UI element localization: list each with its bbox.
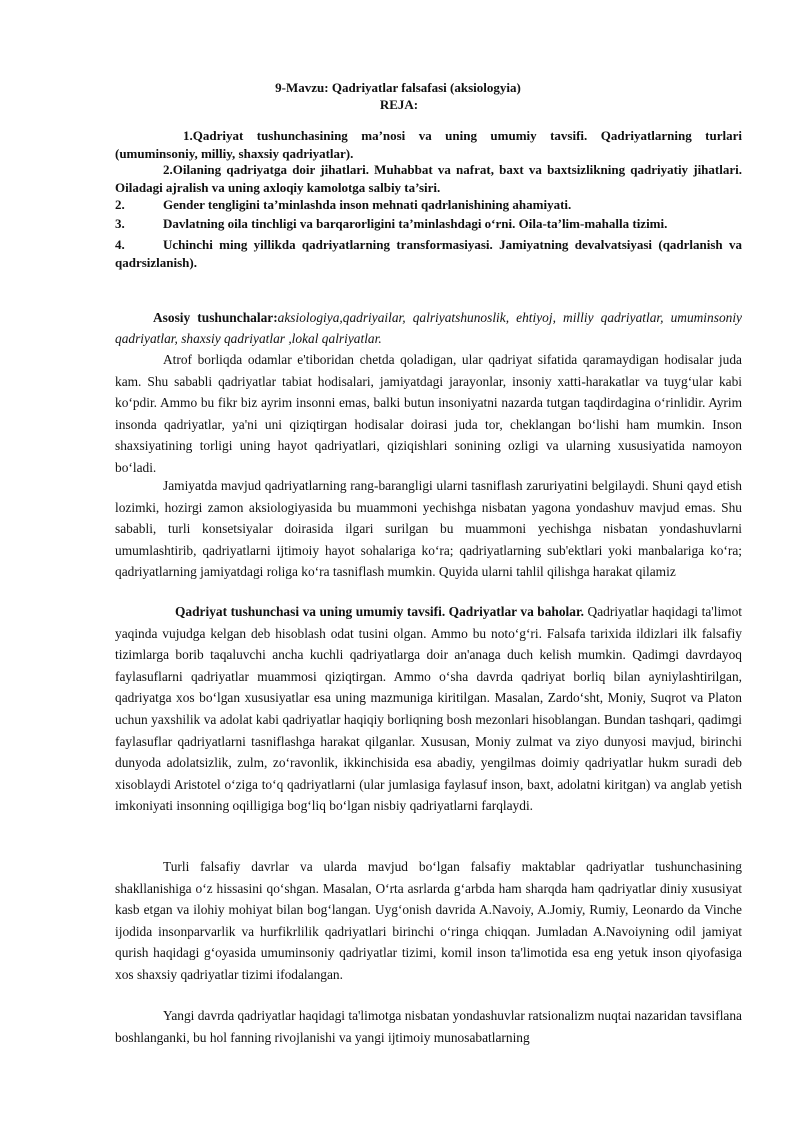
plan-item-3 [115,196,742,214]
paragraph-3-text: Qadriyatlar haqidagi ta'limot yaqinda vujudga kelgan deb hisoblash odat tusini olgan. Ammo bu noto‘g‘ri. Falsafa tarixida ildizlari ilk falsafiy tizimlarga borib taqaluvchi ancha kuchli qadriyatlarga doir an'anaga duch kelish mumkin. Qadimgi davrdayoq faylasuflarni qadriyatlar muammosi qiziqtirgan. Ammo o‘sha davrda qadriyat borliq bilan ayniylashtirilgan, qadriyatga xos bo‘lgan xususiyatlar esa uning mazmuniga kiritilgan. Masalan, Zardo‘sht, Moniy, Suqrot va Platon uchun yaxshilik va adolat kabi qadriyatlar haqiqiy borliqning bosh mezonlari hisoblangan. Bundan tashqari, qadimgi faylasuflar qadriyatlarni tasniflashga harakat qilganlar. Xususan, Moniy zulmat va ziyo dunyosi mavjud, birinchi dunyoda adolatsizlik, zulm, zo‘ravonlik, ikkinchisida esa abadiy, yengilmas doimiy qadriyatlar hukm suradi deb xisoblaydi Aristotel o‘ziga to‘q qadriyatlarni (ular jumlasiga faylasuf inson, baxt, adolatni kiritgan) va anglab yetish imkoniyati insonning oqilligiga bog‘liq bo‘lgan nisbiy qadriyatlarni farqlaydi. [115,604,742,814]
plan-heading: REJA: [379,97,419,112]
paragraph-2: Jamiyatda mavjud qadriyatlarning rang-barangligi ularni tasniflash zaruriyatini belgilaydi. Shuni qayd etish lozimki, hozirgi zamon aksiologiyasida bu muammoni yechishga nisbatan yagona yondashuv mavjud emas. Shu sababli, turli konsetsiyalar doirasida ilgari surilgan bu muammoni yechishga nisbatan yondashuvlarni umumlashtirib, qadriyatlarni ijtimoiy hayot sohalariga ko‘ra; qadriyatlarning sub'ektlari yoki manbalariga ko‘ra; qadriyatlarning jamiyatdagi roliga ko‘ra tasniflash mumkin. Quyida ularni tahlil qilishga harakat qilamiz [115,478,742,580]
key-concepts [115,307,742,349]
plan-item-4 [115,215,742,233]
plan-item-4-text: Davlatning oila tinchligi va barqarorligini ta’minlashdagi o‘rni. Oila-ta’lim-mahalla tizimi. [163,216,668,231]
paragraph-3 [115,601,742,817]
paragraph-1: Atrof borliqda odamlar e'tiboridan chetda qoladigan, ular qadriyat sifatida qaramaydigan hodisalar juda kam. Shu sababli qadriyatlar tabiat hodisalari, jamiyatdagi jarayonlar, insoniy xatti-harakatlar va tuyg‘ular kabi ko‘pdir. Ammo bu fikr biz ayrim insonni emas, balki butun insoniyatni nazarda tutgan taqdirdagina o‘rinlidir. Ayrim insonda qadriyatlar, ya'ni uni qiziqtirgan hodisalar doirasi juda tor, cheklangan bo‘lishi ham mumkin. Inson shaxsiyatining torligi uning hayot qadriyatlari, qiziqishlari sonining ozligi va ularning xususiyatida namoyon bo‘ladi. [115,352,742,475]
key-concepts-list: aksiologiya,qadriyailar, qalriyatshunoslik, ehtiyoj, milliy qadriyatlar, umuminsoniy qadriyatlar, shaxsiy qadriyatlar ,lokal qalriyatlar. [115,310,742,346]
paragraph-4: Turli falsafiy davrlar va ularda mavjud bo‘lgan falsafiy maktablar qadriyatlar tushunchasining shakllanishiga o‘z hissasini qo‘shgan. Masalan, O‘rta asrlarda g‘arbda ham sharqda ham qadriyatlar diniy xususiyat kasb etgan va ilohiy mohiyat bilan bog‘langan. Uyg‘onish davrida A.Navoiy, A.Jomiy, Rumiy, Leonardo da Vinche ijodida insonparvarlik va hurfikrlilik qadriyatlari birinchi o‘ringa chiqqan. Jumladan A.Navoiyning odil jamiyat qurish haqidagi g‘oyasida umuminsoniy qadriyatlar tizimi, komil inson ta'limotida esa eng yetuk inson qiyofasiga xos shaxsiy qadriyatlar tizimi ifodalangan. [115,859,742,982]
plan-item-2: 2.Oilaning qadriyatga doir jihatlari. Muhabbat va nafrat, baxt va baxtsizlikning qadriyatiy jihatlari. Oiladagi ajralish va uning axloqiy kamolotga salbiy ta’siri. [115,162,742,195]
plan-item-5-text: Uchinchi ming yillikda qadriyatlarning transformasiyasi. Jamiyatning devalvatsiyasi (qadrlanish va qadrsizlanish). [115,237,742,270]
plan-item-1: 1.Qadriyat tushunchasining ma’nosi va uning umumiy tavsifi. Qadriyatlarning turlari (umuminsoniy, milliy, shaxsiy qadriyatlar). [115,128,742,161]
plan-item-5-number: 4. [115,237,125,252]
document-title: 9-Mavzu: Qadriyatlar falsafasi (aksiologyia) [275,80,521,95]
paragraph-5: Yangi davrda qadriyatlar haqidagi ta'limotga nisbatan yondashuvlar ratsionalizm nuqtai nazaridan tavsiflana boshlanganki, bu hol fanning rivojlanishi va yangi ijtimoiy munosabatlarning [115,1008,742,1045]
paragraph-3-heading: Qadriyat tushunchasi va uning umumiy tavsifi. Qadriyatlar va baholar. [175,604,585,619]
plan-item-4-number: 3. [115,216,125,231]
plan-item-3-number: 2. [115,197,125,212]
key-concepts-label: Asosiy tushunchalar: [153,310,278,325]
plan-item-5 [115,236,742,271]
plan-item-3-text: Gender tengligini ta’minlashda inson mehnati qadrlanishining ahamiyati. [163,197,572,212]
